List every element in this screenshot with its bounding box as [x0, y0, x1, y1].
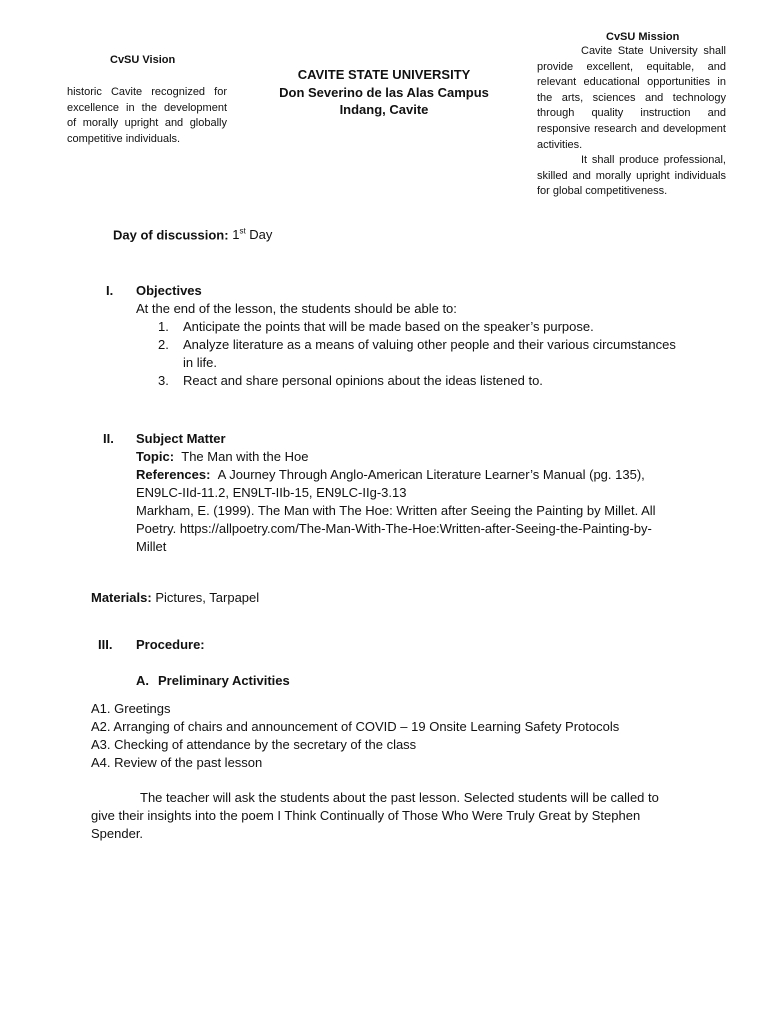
references-line: References: A Journey Through Anglo-American Literature Learner’s Manual (pg. 135), EN9LC-IId-11.2, EN9LT-IIb-15, EN9LC-IIg-3.13 [136, 467, 645, 500]
procedure-title: Procedure: [136, 637, 205, 652]
procedure-heading [98, 636, 205, 654]
university-header [270, 66, 498, 118]
list-item: A4. Review of the past lesson [91, 755, 263, 770]
university-name: CAVITE STATE UNIVERSITY [297, 67, 471, 82]
procedure-paragraph: The teacher will ask the students about the past lesson. Selected students will be called to give their insights into the poem I Think Continually of Those Who Were Truly Great by Stephen Spender. [91, 790, 659, 841]
objectives-section [106, 282, 676, 390]
day-label: Day of discussion: [113, 227, 229, 243]
references-value: A Journey Through Anglo-American Literature Learner’s Manual (pg. 135), EN9LC-IId-11.2, EN9LT-IIb-15, EN9LC-IIg-3.13 [136, 467, 645, 500]
topic-line: Topic: The Man with the Hoe [136, 449, 309, 464]
mission-text [537, 44, 726, 200]
preliminary-heading [136, 672, 290, 690]
objectives-list [156, 318, 676, 390]
mission-title: CvSU Mission [606, 31, 680, 43]
list-item: 2. Analyze literature as a means of valuing other people and their various circumstances in life. [158, 337, 676, 370]
list-item: A2. Arranging of chairs and announcement of COVID – 19 Onsite Learning Safety Protocols [91, 719, 620, 734]
sub-letter: A. [136, 673, 149, 688]
objectives-intro: At the end of the lesson, the students should be able to: [136, 301, 457, 316]
materials-label: Materials: [91, 590, 152, 605]
campus-location: Indang, Cavite [339, 102, 429, 117]
campus-name: Don Severino de las Alas Campus [279, 85, 489, 100]
list-item: A3. Checking of attendance by the secretary of the class [91, 737, 417, 752]
vision-title: CvSU Vision [110, 54, 176, 66]
preliminary-title: Preliminary Activities [158, 673, 290, 688]
mission-paragraph-1: Cavite State University shall provide excellent, equitable, and relevant educational opportunities in the arts, sciences and technology through quality instruction and responsive research and development activities. [537, 45, 726, 151]
subject-heading [103, 430, 673, 448]
vision-text: historic Cavite recognized for excellence in the development of morally upright and globally competitive individuals. [67, 86, 227, 145]
section-numeral: II. [103, 431, 114, 446]
mission-paragraph-2: It shall produce professional, skilled and morally upright individuals for global competitiveness. [537, 154, 726, 198]
list-item: A1. Greetings [91, 701, 171, 716]
list-item: 3. React and share personal opinions about the ideas listened to. [158, 373, 543, 388]
day-value: 1st Day [232, 227, 273, 243]
citation: Markham, E. (1999). The Man with The Hoe: Written after Seeing the Painting by Millet. All Poetry. https://allpoetry.com/The-Man-With-The-Hoe:Written-after-Seeing-the-Painting-by-Millet [136, 503, 656, 554]
subject-matter-section [103, 430, 673, 556]
materials-value: Pictures, Tarpapel [155, 590, 260, 605]
list-item: 1. Anticipate the points that will be made based on the speaker’s purpose. [158, 319, 594, 334]
activities-list [91, 700, 691, 772]
day-of-discussion [113, 223, 272, 244]
section-numeral: I. [106, 283, 114, 298]
objectives-title: Objectives [136, 283, 202, 298]
topic-value: The Man with the Hoe [181, 449, 309, 464]
materials-line [91, 589, 259, 607]
subject-title: Subject Matter [136, 431, 226, 446]
objectives-heading [106, 282, 676, 300]
section-numeral: III. [98, 637, 113, 652]
